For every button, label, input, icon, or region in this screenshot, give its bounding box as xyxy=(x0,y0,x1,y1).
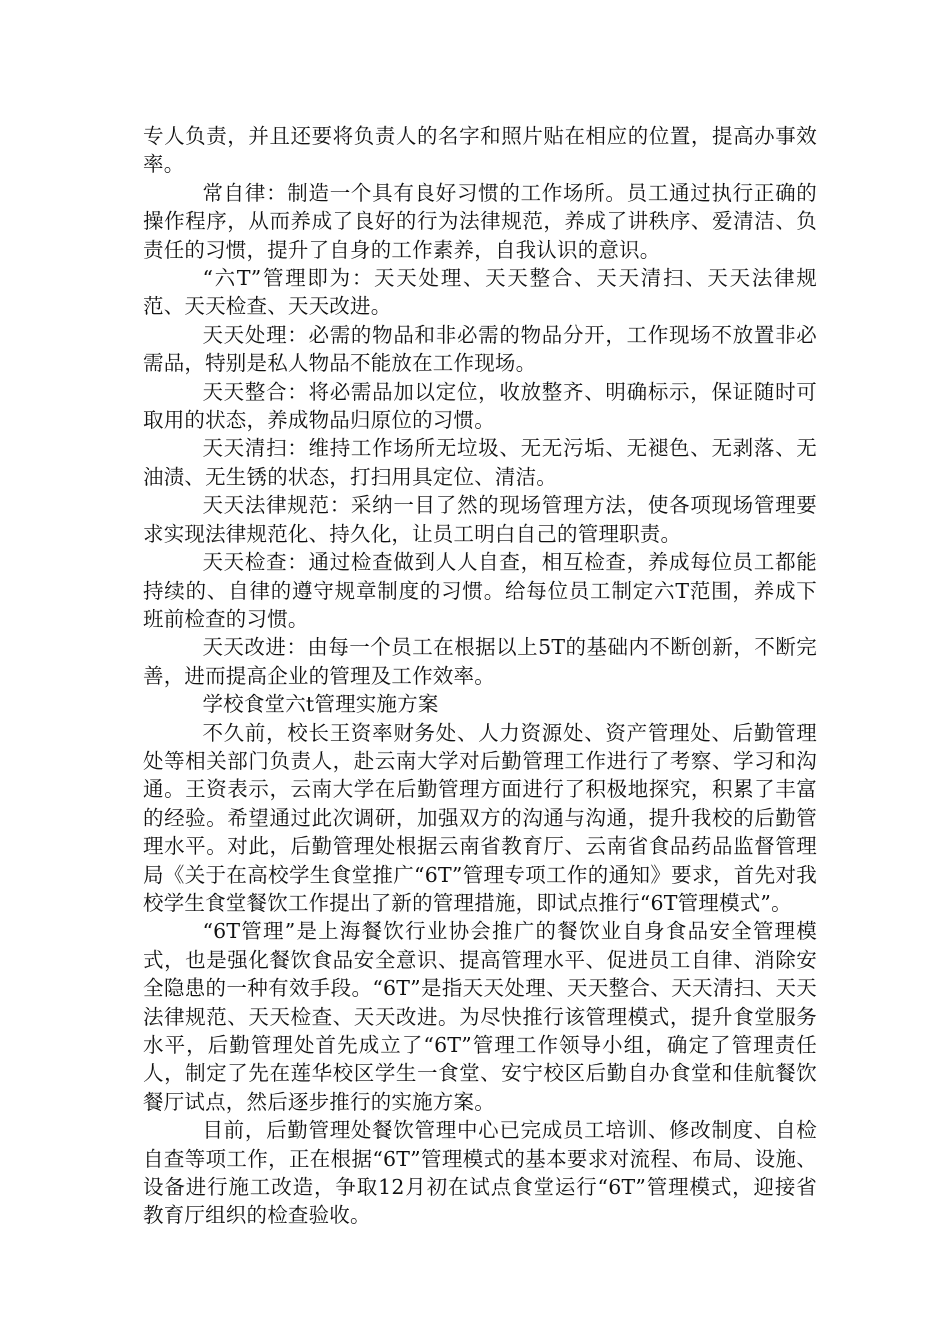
paragraph-8: 天天检查：通过检查做到人人自查，相互检查，养成每位员工都能持续的、自律的遵守规章制度的习惯。给每位员工制定六T范围，养成下班前检查的习惯。 xyxy=(143,550,817,631)
paragraph-1: 专人负责，并且还要将负责人的名字和照片贴在相应的位置，提高办事效率。 xyxy=(143,124,817,177)
document-body xyxy=(143,122,817,1230)
paragraph-3: “六T”管理即为：天天处理、天天整合、天天清扫、天天法律规范、天天检查、天天改进。 xyxy=(143,266,817,319)
section-heading: 学校食堂六t管理实施方案 xyxy=(202,692,439,717)
paragraph-7: 天天法律规范：采纳一目了然的现场管理方法，使各项现场管理要求实现法律规范化、持久化，让员工明白自己的管理职责。 xyxy=(143,493,817,546)
paragraph-11: 不久前，校长王资率财务处、人力资源处、资产管理处、后勤管理处等相关部门负责人，赴云南大学对后勤管理工作进行了考察、学习和沟通。王资表示，云南大学在后勤管理方面进行了积极地探究，积累了丰富的经验。希望通过此次调研，加强双方的沟通与沟通，提升我校的后勤管理水平。对此，后勤管理处根据云南省教育厅、云南省食品药品监督管理局《关于在高校学生食堂推广“6T”管理专项工作的通知》要求，首先对我校学生食堂餐饮工作提出了新的管理措施，即试点推行“6T管理模式”。 xyxy=(143,720,817,915)
paragraph-9: 天天改进：由每一个员工在根据以上5T的基础内不断创新，不断完善，进而提高企业的管理及工作效率。 xyxy=(143,635,817,688)
paragraph-2: 常自律：制造一个具有良好习惯的工作场所。员工通过执行正确的操作程序，从而养成了良好的行为法律规范，养成了讲秩序、爱清洁、负责任的习惯，提升了自身的工作素养，自我认识的意识。 xyxy=(143,180,817,262)
paragraph-4: 天天处理：必需的物品和非必需的物品分开，工作现场不放置非必需品，特别是私人物品不能放在工作现场。 xyxy=(143,322,817,376)
paragraph-12: “6T管理”是上海餐饮行业协会推广的餐饮业自身食品安全管理模式，也是强化餐饮食品安全意识、提高管理水平、促进员工自律、消除安全隐患的一种有效手段。“6T”是指天天处理、天天整合、天天清扫、天天法律规范、天天检查、天天改进。为尽快推行该管理模式，提升食堂服务水平，后勤管理处首先成立了“6T”管理工作领导小组，确定了管理责任人，制定了先在莲华校区学生一食堂、安宁校区后勤自办食堂和佳航餐饮餐厅试点，然后逐步推行的实施方案。 xyxy=(143,919,817,1114)
paragraph-6: 天天清扫：维持工作场所无垃圾、无无污垢、无褪色、无剥落、无油渍、无生锈的状态，打扫用具定位、清洁。 xyxy=(143,436,817,489)
paragraph-5: 天天整合：将必需品加以定位，收放整齐、明确标示，保证随时可取用的状态，养成物品归原位的习惯。 xyxy=(143,379,817,433)
paragraph-13: 目前，后勤管理处餐饮管理中心已完成员工培训、修改制度、自检自查等项工作，正在根据“6T”管理模式的基本要求对流程、布局、设施、设备进行施工改造，争取12月初在试点食堂运行“6T”管理模式，迎接省教育厅组织的检查验收。 xyxy=(143,1118,817,1228)
